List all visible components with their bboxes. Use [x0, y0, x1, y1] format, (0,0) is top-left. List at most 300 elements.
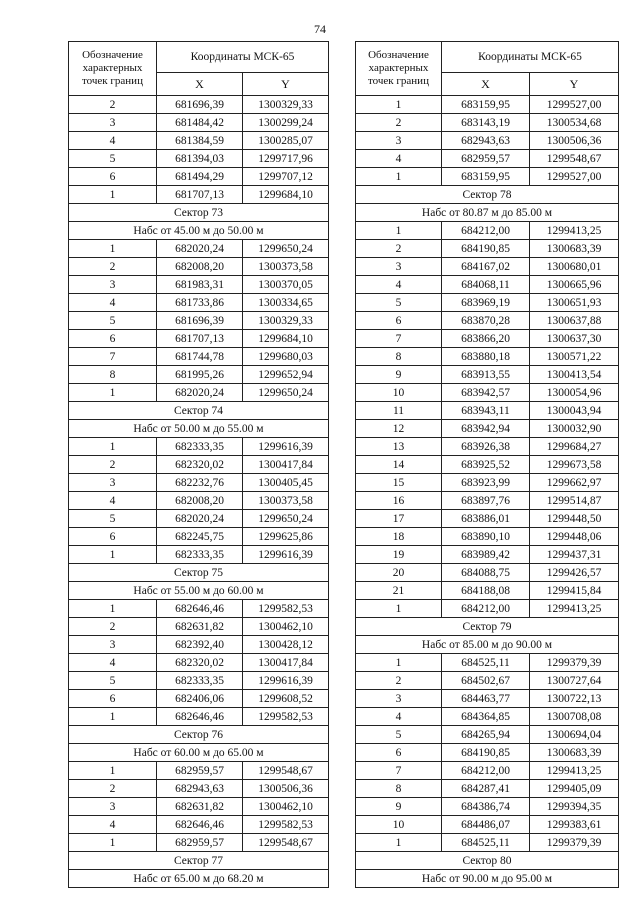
table-row: [69, 438, 329, 456]
point-number-cell: 2: [69, 96, 157, 114]
x-coordinate-cell: 682943,63: [442, 132, 530, 150]
table-row: [69, 456, 329, 474]
x-coordinate-cell: 681394,03: [157, 150, 243, 168]
point-number-cell: 12: [356, 420, 442, 438]
x-coordinate-cell: 682631,82: [157, 798, 243, 816]
point-number-cell: 8: [356, 780, 442, 798]
x-coordinate-cell: 682943,63: [157, 780, 243, 798]
point-number-cell: 10: [356, 384, 442, 402]
point-number-cell: 9: [356, 366, 442, 384]
y-coordinate-cell: 1300032,90: [530, 420, 619, 438]
y-coordinate-cell: 1299413,25: [530, 222, 619, 240]
header-coordinates: Координаты МСК-65: [157, 42, 329, 73]
y-coordinate-cell: 1299437,31: [530, 546, 619, 564]
point-number-cell: 3: [69, 636, 157, 654]
point-number-cell: 1: [69, 600, 157, 618]
section-row: [69, 726, 329, 744]
point-number-cell: 1: [69, 762, 157, 780]
section-row: [69, 582, 329, 600]
x-coordinate-cell: 683942,94: [442, 420, 530, 438]
y-coordinate-cell: 1300299,24: [243, 114, 329, 132]
point-number-cell: 1: [69, 708, 157, 726]
y-coordinate-cell: 1300428,12: [243, 636, 329, 654]
x-coordinate-cell: 683989,42: [442, 546, 530, 564]
y-coordinate-cell: 1300329,33: [243, 96, 329, 114]
x-coordinate-cell: 684386,74: [442, 798, 530, 816]
table-row: [69, 258, 329, 276]
table-row: [356, 402, 619, 420]
section-label: Набс от 85.00 м до 90.00 м: [356, 636, 619, 654]
point-number-cell: 1: [69, 438, 157, 456]
x-coordinate-cell: 682020,24: [157, 240, 243, 258]
table-row: [69, 654, 329, 672]
point-number-cell: 5: [69, 150, 157, 168]
x-coordinate-cell: 683143,19: [442, 114, 530, 132]
table-row: [356, 816, 619, 834]
x-coordinate-cell: 683913,55: [442, 366, 530, 384]
y-coordinate-cell: 1299717,96: [243, 150, 329, 168]
y-coordinate-cell: 1300373,58: [243, 492, 329, 510]
section-row: [69, 222, 329, 240]
point-number-cell: 15: [356, 474, 442, 492]
y-coordinate-cell: 1299448,50: [530, 510, 619, 528]
y-coordinate-cell: 1299548,67: [530, 150, 619, 168]
table-row: [69, 312, 329, 330]
y-coordinate-cell: 1300413,54: [530, 366, 619, 384]
table-row: [69, 690, 329, 708]
point-number-cell: 1: [356, 834, 442, 852]
point-number-cell: 2: [356, 240, 442, 258]
section-row: [69, 204, 329, 222]
point-number-cell: 9: [356, 798, 442, 816]
y-coordinate-cell: 1299527,00: [530, 168, 619, 186]
table-row: [69, 708, 329, 726]
x-coordinate-cell: 684525,11: [442, 654, 530, 672]
x-coordinate-cell: 682008,20: [157, 258, 243, 276]
point-number-cell: 14: [356, 456, 442, 474]
section-row: [356, 618, 619, 636]
y-coordinate-cell: 1299394,35: [530, 798, 619, 816]
section-label: Набс от 45.00 м до 50.00 м: [69, 222, 329, 240]
x-coordinate-cell: 683969,19: [442, 294, 530, 312]
table-row: [356, 240, 619, 258]
point-number-cell: 18: [356, 528, 442, 546]
x-coordinate-cell: 682646,46: [157, 816, 243, 834]
table-row: [356, 312, 619, 330]
point-number-cell: 3: [69, 474, 157, 492]
x-coordinate-cell: 683926,38: [442, 438, 530, 456]
table-row: [356, 366, 619, 384]
coordinates-table-left: [68, 41, 329, 888]
point-number-cell: 6: [69, 528, 157, 546]
y-coordinate-cell: 1300043,94: [530, 402, 619, 420]
y-coordinate-cell: 1299379,39: [530, 834, 619, 852]
table-row: [69, 762, 329, 780]
y-coordinate-cell: 1300417,84: [243, 456, 329, 474]
point-number-cell: 1: [356, 654, 442, 672]
section-row: [69, 420, 329, 438]
point-number-cell: 4: [69, 294, 157, 312]
y-coordinate-cell: 1299548,67: [243, 834, 329, 852]
table-row: [69, 366, 329, 384]
point-number-cell: 5: [356, 726, 442, 744]
y-coordinate-cell: 1299673,58: [530, 456, 619, 474]
point-number-cell: 4: [356, 276, 442, 294]
x-coordinate-cell: 682245,75: [157, 528, 243, 546]
x-coordinate-cell: 682631,82: [157, 618, 243, 636]
point-number-cell: 1: [69, 240, 157, 258]
x-coordinate-cell: 684287,41: [442, 780, 530, 798]
point-number-cell: 4: [356, 150, 442, 168]
point-number-cell: 1: [356, 168, 442, 186]
point-number-cell: 4: [69, 492, 157, 510]
y-coordinate-cell: 1299616,39: [243, 438, 329, 456]
point-number-cell: 6: [69, 168, 157, 186]
x-coordinate-cell: 684190,85: [442, 240, 530, 258]
table-row: [356, 294, 619, 312]
x-coordinate-cell: 684167,02: [442, 258, 530, 276]
x-coordinate-cell: 683925,52: [442, 456, 530, 474]
y-coordinate-cell: 1299383,61: [530, 816, 619, 834]
point-number-cell: 3: [356, 132, 442, 150]
y-coordinate-cell: 1299650,24: [243, 510, 329, 528]
coordinates-table-right: [355, 41, 619, 888]
point-number-cell: 5: [69, 672, 157, 690]
x-coordinate-cell: 684486,07: [442, 816, 530, 834]
x-coordinate-cell: 682646,46: [157, 600, 243, 618]
y-coordinate-cell: 1299625,86: [243, 528, 329, 546]
point-number-cell: 2: [69, 456, 157, 474]
table-row: [356, 600, 619, 618]
table-row: [69, 294, 329, 312]
section-row: [356, 852, 619, 870]
y-coordinate-cell: 1299684,10: [243, 330, 329, 348]
y-coordinate-cell: 1299616,39: [243, 672, 329, 690]
section-label: Сектор 76: [69, 726, 329, 744]
table-body-left: [69, 96, 329, 888]
table-row: [69, 168, 329, 186]
x-coordinate-cell: 684463,77: [442, 690, 530, 708]
x-coordinate-cell: 682333,35: [157, 672, 243, 690]
y-coordinate-cell: 1300665,96: [530, 276, 619, 294]
table-row: [69, 330, 329, 348]
section-label: Набс от 90.00 м до 95.00 м: [356, 870, 619, 888]
x-coordinate-cell: 681494,29: [157, 168, 243, 186]
x-coordinate-cell: 682959,57: [442, 150, 530, 168]
x-coordinate-cell: 683942,57: [442, 384, 530, 402]
y-coordinate-cell: 1299405,09: [530, 780, 619, 798]
point-number-cell: 1: [356, 222, 442, 240]
point-number-cell: 19: [356, 546, 442, 564]
point-number-cell: 2: [69, 618, 157, 636]
section-row: [69, 870, 329, 888]
table-row: [69, 132, 329, 150]
table-row: [69, 240, 329, 258]
table-row: [69, 816, 329, 834]
x-coordinate-cell: 684212,00: [442, 222, 530, 240]
table-row: [356, 348, 619, 366]
table-row: [356, 762, 619, 780]
x-coordinate-cell: 682392,40: [157, 636, 243, 654]
point-number-cell: 7: [356, 762, 442, 780]
table-row: [69, 600, 329, 618]
table-row: [356, 330, 619, 348]
y-coordinate-cell: 1300054,96: [530, 384, 619, 402]
x-coordinate-cell: 684088,75: [442, 564, 530, 582]
y-coordinate-cell: 1300727,64: [530, 672, 619, 690]
point-number-cell: 7: [69, 348, 157, 366]
point-number-cell: 6: [69, 330, 157, 348]
x-coordinate-cell: 681484,42: [157, 114, 243, 132]
point-number-cell: 4: [69, 654, 157, 672]
table-row: [69, 348, 329, 366]
x-coordinate-cell: 683890,10: [442, 528, 530, 546]
y-coordinate-cell: 1300370,05: [243, 276, 329, 294]
x-coordinate-cell: 683897,76: [442, 492, 530, 510]
x-coordinate-cell: 681707,13: [157, 330, 243, 348]
point-number-cell: 2: [356, 672, 442, 690]
y-coordinate-cell: 1299616,39: [243, 546, 329, 564]
y-coordinate-cell: 1300637,88: [530, 312, 619, 330]
x-coordinate-cell: 683866,20: [442, 330, 530, 348]
table-body-right: [356, 96, 619, 888]
section-label: Набс от 50.00 м до 55.00 м: [69, 420, 329, 438]
table-row: [69, 510, 329, 528]
table-row: [356, 654, 619, 672]
point-number-cell: 8: [69, 366, 157, 384]
section-label: Сектор 79: [356, 618, 619, 636]
table-row: [356, 222, 619, 240]
point-number-cell: 5: [356, 294, 442, 312]
point-number-cell: 16: [356, 492, 442, 510]
y-coordinate-cell: 1299413,25: [530, 762, 619, 780]
y-coordinate-cell: 1300534,68: [530, 114, 619, 132]
section-label: Набс от 80.87 м до 85.00 м: [356, 204, 619, 222]
y-coordinate-cell: 1299582,53: [243, 816, 329, 834]
header-point-label: Обозначение характерных точек границ: [356, 42, 442, 96]
table-row: [356, 834, 619, 852]
x-coordinate-cell: 683159,95: [442, 96, 530, 114]
point-number-cell: 3: [69, 276, 157, 294]
x-coordinate-cell: 682406,06: [157, 690, 243, 708]
point-number-cell: 1: [356, 96, 442, 114]
x-coordinate-cell: 682959,57: [157, 762, 243, 780]
x-coordinate-cell: 682320,02: [157, 654, 243, 672]
section-row: [356, 870, 619, 888]
x-coordinate-cell: 684502,67: [442, 672, 530, 690]
y-coordinate-cell: 1300285,07: [243, 132, 329, 150]
x-coordinate-cell: 684212,00: [442, 762, 530, 780]
x-coordinate-cell: 683923,99: [442, 474, 530, 492]
section-label: Сектор 78: [356, 186, 619, 204]
x-coordinate-cell: 684068,11: [442, 276, 530, 294]
x-coordinate-cell: 681707,13: [157, 186, 243, 204]
y-coordinate-cell: 1299684,10: [243, 186, 329, 204]
y-coordinate-cell: 1299650,24: [243, 240, 329, 258]
point-number-cell: 1: [69, 834, 157, 852]
y-coordinate-cell: 1299582,53: [243, 600, 329, 618]
table-row: [356, 582, 619, 600]
y-coordinate-cell: 1300462,10: [243, 798, 329, 816]
point-number-cell: 13: [356, 438, 442, 456]
x-coordinate-cell: 683886,01: [442, 510, 530, 528]
y-coordinate-cell: 1300694,04: [530, 726, 619, 744]
y-coordinate-cell: 1300683,39: [530, 744, 619, 762]
table-row: [69, 276, 329, 294]
y-coordinate-cell: 1300571,22: [530, 348, 619, 366]
section-label: Сектор 77: [69, 852, 329, 870]
table-row: [356, 438, 619, 456]
table-row: [69, 474, 329, 492]
section-row: [69, 402, 329, 420]
y-coordinate-cell: 1300506,36: [243, 780, 329, 798]
x-coordinate-cell: 684212,00: [442, 600, 530, 618]
x-coordinate-cell: 681995,26: [157, 366, 243, 384]
x-coordinate-cell: 682333,35: [157, 438, 243, 456]
header-point-label: Обозначение характерных точек границ: [69, 42, 157, 96]
table-row: [356, 168, 619, 186]
section-row: [69, 852, 329, 870]
x-coordinate-cell: 684190,85: [442, 744, 530, 762]
point-number-cell: 3: [69, 114, 157, 132]
y-coordinate-cell: 1299650,24: [243, 384, 329, 402]
section-row: [356, 186, 619, 204]
y-coordinate-cell: 1300329,33: [243, 312, 329, 330]
table-row: [356, 564, 619, 582]
x-coordinate-cell: 683943,11: [442, 402, 530, 420]
table-row: [69, 384, 329, 402]
table-row: [69, 96, 329, 114]
y-coordinate-cell: 1300405,45: [243, 474, 329, 492]
y-coordinate-cell: 1299548,67: [243, 762, 329, 780]
x-coordinate-cell: 681983,31: [157, 276, 243, 294]
point-number-cell: 7: [356, 330, 442, 348]
y-coordinate-cell: 1300334,65: [243, 294, 329, 312]
table-row: [356, 276, 619, 294]
table-row: [356, 114, 619, 132]
point-number-cell: 20: [356, 564, 442, 582]
y-coordinate-cell: 1299514,87: [530, 492, 619, 510]
table-row: [69, 114, 329, 132]
x-coordinate-cell: 684265,94: [442, 726, 530, 744]
point-number-cell: 2: [69, 780, 157, 798]
point-number-cell: 4: [69, 816, 157, 834]
y-coordinate-cell: 1299527,00: [530, 96, 619, 114]
section-label: Сектор 80: [356, 852, 619, 870]
y-coordinate-cell: 1300680,01: [530, 258, 619, 276]
section-label: Сектор 73: [69, 204, 329, 222]
x-coordinate-cell: 683870,28: [442, 312, 530, 330]
point-number-cell: 2: [69, 258, 157, 276]
x-coordinate-cell: 682020,24: [157, 384, 243, 402]
x-coordinate-cell: 682008,20: [157, 492, 243, 510]
table-row: [356, 744, 619, 762]
point-number-cell: 3: [356, 258, 442, 276]
point-number-cell: 6: [356, 312, 442, 330]
point-number-cell: 10: [356, 816, 442, 834]
section-label: Сектор 75: [69, 564, 329, 582]
table-row: [356, 546, 619, 564]
point-number-cell: 1: [69, 186, 157, 204]
x-coordinate-cell: 684364,85: [442, 708, 530, 726]
table-row: [356, 384, 619, 402]
point-number-cell: 6: [69, 690, 157, 708]
x-coordinate-cell: 681696,39: [157, 96, 243, 114]
y-coordinate-cell: 1299608,52: [243, 690, 329, 708]
y-coordinate-cell: 1299448,06: [530, 528, 619, 546]
table-row: [69, 150, 329, 168]
y-coordinate-cell: 1299684,27: [530, 438, 619, 456]
table-row: [69, 528, 329, 546]
section-row: [69, 564, 329, 582]
x-coordinate-cell: 682646,46: [157, 708, 243, 726]
point-number-cell: 3: [69, 798, 157, 816]
point-number-cell: 6: [356, 744, 442, 762]
point-number-cell: 4: [356, 708, 442, 726]
y-coordinate-cell: 1300417,84: [243, 654, 329, 672]
header-y: Y: [530, 73, 619, 96]
section-row: [356, 636, 619, 654]
x-coordinate-cell: 681696,39: [157, 312, 243, 330]
table-row: [356, 132, 619, 150]
x-coordinate-cell: 681384,59: [157, 132, 243, 150]
table-row: [356, 672, 619, 690]
table-row: [356, 258, 619, 276]
y-coordinate-cell: 1299415,84: [530, 582, 619, 600]
x-coordinate-cell: 683880,18: [442, 348, 530, 366]
table-row: [69, 834, 329, 852]
y-coordinate-cell: 1299680,03: [243, 348, 329, 366]
y-coordinate-cell: 1299413,25: [530, 600, 619, 618]
x-coordinate-cell: 682232,76: [157, 474, 243, 492]
table-row: [356, 492, 619, 510]
table-row: [69, 546, 329, 564]
section-label: Сектор 74: [69, 402, 329, 420]
y-coordinate-cell: 1300683,39: [530, 240, 619, 258]
table-row: [356, 420, 619, 438]
page-number: 74: [314, 22, 326, 36]
y-coordinate-cell: 1300506,36: [530, 132, 619, 150]
y-coordinate-cell: 1299582,53: [243, 708, 329, 726]
table-row: [356, 474, 619, 492]
header-x: X: [442, 73, 530, 96]
y-coordinate-cell: 1300373,58: [243, 258, 329, 276]
point-number-cell: 3: [356, 690, 442, 708]
section-label: Набс от 60.00 м до 65.00 м: [69, 744, 329, 762]
table-row: [69, 798, 329, 816]
y-coordinate-cell: 1300722,13: [530, 690, 619, 708]
table-row: [69, 672, 329, 690]
table-row: [356, 780, 619, 798]
y-coordinate-cell: 1299652,94: [243, 366, 329, 384]
table-row: [356, 456, 619, 474]
x-coordinate-cell: 684525,11: [442, 834, 530, 852]
header-y: Y: [243, 73, 329, 96]
y-coordinate-cell: 1300462,10: [243, 618, 329, 636]
y-coordinate-cell: 1300651,93: [530, 294, 619, 312]
y-coordinate-cell: 1299379,39: [530, 654, 619, 672]
x-coordinate-cell: 682020,24: [157, 510, 243, 528]
table-row: [69, 618, 329, 636]
x-coordinate-cell: 683159,95: [442, 168, 530, 186]
point-number-cell: 1: [69, 384, 157, 402]
point-number-cell: 17: [356, 510, 442, 528]
x-coordinate-cell: 682320,02: [157, 456, 243, 474]
table-row: [69, 780, 329, 798]
point-number-cell: 1: [69, 546, 157, 564]
x-coordinate-cell: 682959,57: [157, 834, 243, 852]
section-label: Набс от 55.00 м до 60.00 м: [69, 582, 329, 600]
